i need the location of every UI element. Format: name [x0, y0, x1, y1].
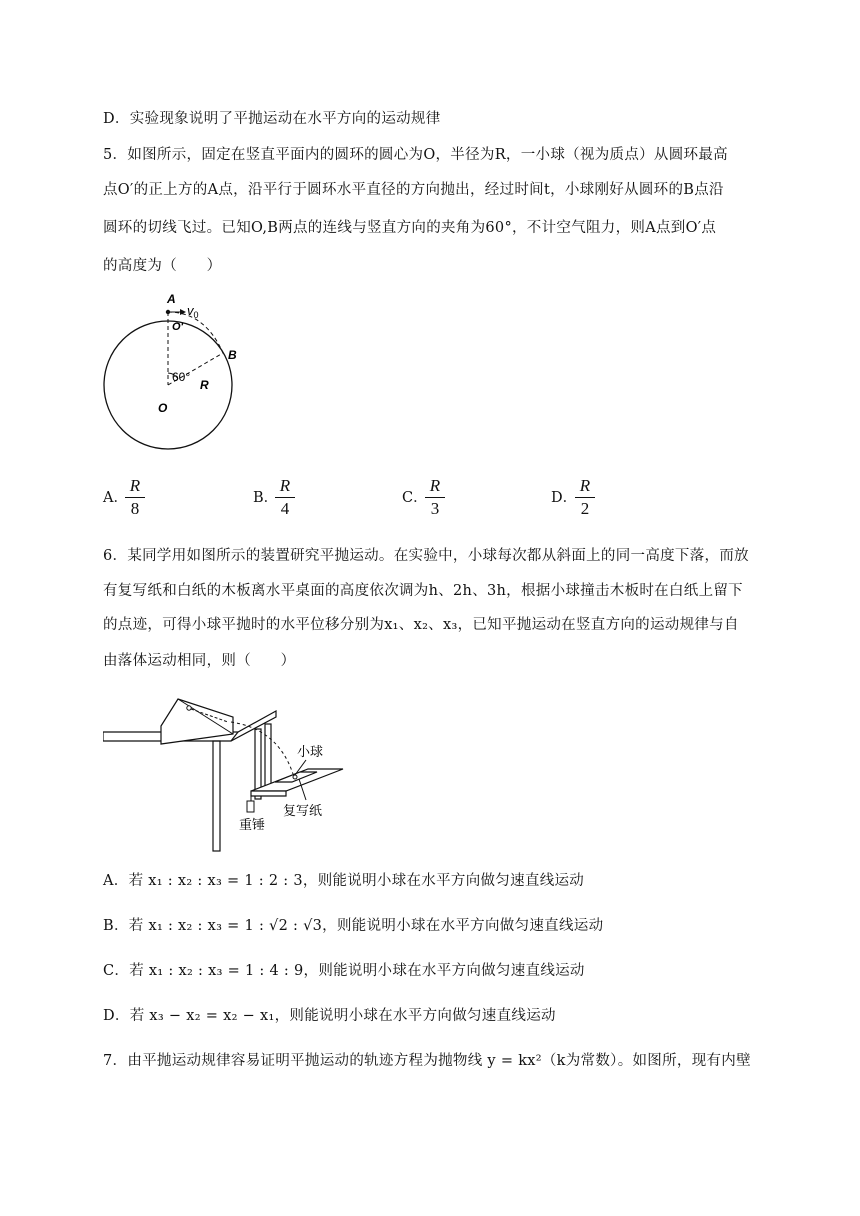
line-option-d-prev: D．实验现象说明了平抛运动在水平方向的运动规律	[103, 111, 441, 127]
table-leg-front	[213, 741, 220, 851]
label-angle: 60°	[172, 370, 191, 384]
label-b: B	[228, 348, 237, 362]
question-6-line-2: 有复写纸和白纸的木板离水平桌面的高度依次调为h、2h、3h，根据小球撞击木板时在白纸上留下	[103, 583, 743, 599]
plumb-bob	[247, 801, 254, 812]
q6-option-b[interactable]: B．若 x₁ : x₂ : x₃ = 1 : √2 : √3，则能说明小球在水平方向做匀速直线运动	[103, 918, 604, 934]
question-5-line-3: 圆环的切线飞过。已知O,B两点的连线与竖直方向的夹角为60°，不计空气阻力，则A点到O′点	[103, 220, 717, 236]
trajectory	[231, 722, 293, 774]
label-o: O	[158, 401, 168, 415]
question-5-figure	[100, 288, 250, 468]
incline-block	[161, 699, 233, 744]
label-ball: 小球	[297, 744, 324, 759]
label-a: A	[167, 292, 176, 306]
label-v0: $v_0$	[187, 303, 199, 320]
question-5-line-2: 点O′的正上方的A点，沿平行于圆环水平直径的方向抛出，经过时间t，小球刚好从圆环的B点沿	[103, 182, 724, 198]
question-6-line-4: 由落体运动相同，则（ ）	[103, 653, 296, 669]
point-a	[166, 310, 170, 314]
label-weight: 重锤	[239, 817, 266, 832]
question-6-line-3: 的点迹，可得小球平抛时的水平位移分别为x₁、x₂、x₃，已知平抛运动在竖直方向的运动规律与自	[103, 617, 739, 633]
label-paper: 复写纸	[283, 803, 323, 818]
label-o-prime: O′	[172, 321, 184, 333]
label-r: R	[200, 378, 209, 392]
question-6-line-1: 6．某同学用如图所示的装置研究平抛运动。在实验中，小球每次都从斜面上的同一高度下落，而放	[103, 548, 749, 564]
q6-option-d[interactable]: D．若 x₃ − x₂ = x₂ − x₁，则能说明小球在水平方向做匀速直线运动	[103, 1008, 556, 1024]
question-5-line-1: 5．如图所示，固定在竖直平面内的圆环的圆心为O，半径为R，一小球（视为质点）从圆环最高	[103, 147, 728, 163]
question-6-figure	[103, 684, 353, 854]
q6-option-c[interactable]: C．若 x₁ : x₂ : x₃ = 1 : 4 : 9，则能说明小球在水平方向做匀速直线运动	[103, 963, 585, 979]
q6-option-a[interactable]: A．若 x₁ : x₂ : x₃ = 1 : 2 : 3，则能说明小球在水平方向做匀速直线运动	[103, 873, 585, 889]
question-7-line-1: 7．由平抛运动规律容易证明平抛运动的轨迹方程为抛物线 y = kx²（k为常数）。如图所，现有内壁	[103, 1053, 751, 1069]
question-5-line-4: 的高度为（ ）	[103, 258, 222, 274]
